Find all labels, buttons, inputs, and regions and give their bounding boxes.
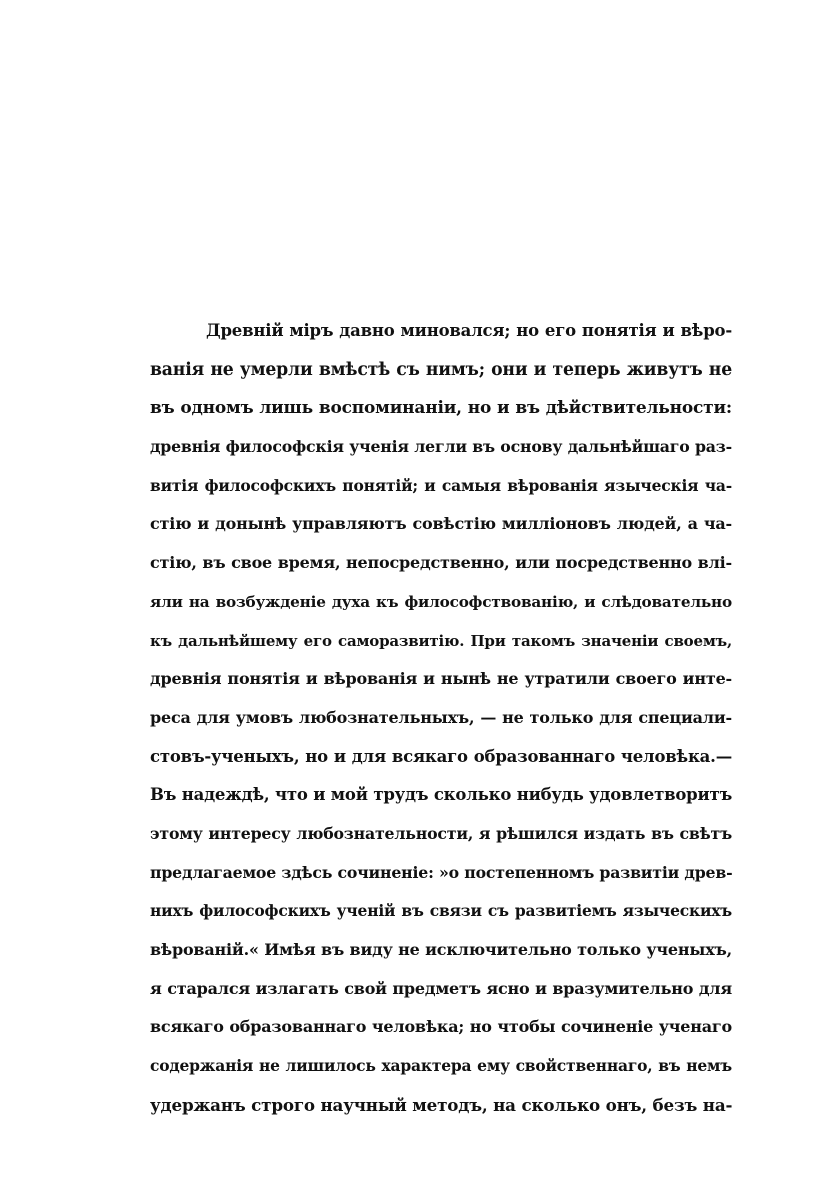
text-line: стію, въ свое время, непосредственно, или посредственно влі- (150, 553, 732, 573)
text-line: реса для умовъ любознательныхъ, — не только для специали- (150, 707, 732, 727)
text-line: Въ надеждѣ, что и мой трудъ сколько нибудь удовлетворитъ (150, 785, 733, 805)
text-line: содержанія не лишилось характера ему свойственнаго, въ немъ (150, 1056, 732, 1076)
text-line: нихъ философскихъ ученій въ связи съ развитіемъ языческихъ (150, 901, 732, 921)
text-line: удержанъ строго научный методъ, на сколько онъ, безъ на- (150, 1094, 733, 1115)
text-line: я старался излагать свой предметъ ясно и вразумительно для (150, 978, 732, 998)
text-line: этому интересу любознательности, я рѣшился издать въ свѣтъ (150, 823, 732, 843)
text-line: всякаго образованнаго человѣка; но чтобы сочиненіе ученаго (150, 1017, 732, 1037)
text-line: стовъ-ученыхъ, но и для всякаго образованнаго человѣка.— (150, 746, 732, 766)
text-line: предлагаемое здѣсь сочиненіе: »о постепенномъ развитіи древ- (150, 862, 733, 882)
text-line: яли на возбужденіе духа къ философствованію, и слѣдовательно (150, 592, 732, 611)
text-line: вѣрованій.« Имѣя въ виду не исключительно только ученыхъ, (150, 940, 732, 959)
text-line: въ одномъ лишь воспоминаніи, но и въ дѣйствительности: (150, 398, 732, 419)
text-line: древнія философскія ученія легли въ основу дальнѣйшаго раз- (150, 437, 732, 457)
preface-paragraph (150, 312, 732, 1124)
text-line: ванія не умерли вмѣстѣ съ нимъ; они и теперь живутъ не (150, 359, 732, 380)
text-line: стію и донынѣ управляютъ совѣстію милліоновъ людей, а ча- (150, 514, 732, 534)
text-line: витія философскихъ понятій; и самыя вѣрованія языческія ча- (150, 475, 732, 495)
text-line: Древній міръ давно миновался; но его понятія и вѣро- (206, 321, 732, 340)
text-line: древнія понятія и вѣрованія и нынѣ не утратили своего инте- (150, 669, 732, 689)
text-line: къ дальнѣйшему его саморазвитію. При такомъ значеніи своемъ, (150, 631, 732, 650)
